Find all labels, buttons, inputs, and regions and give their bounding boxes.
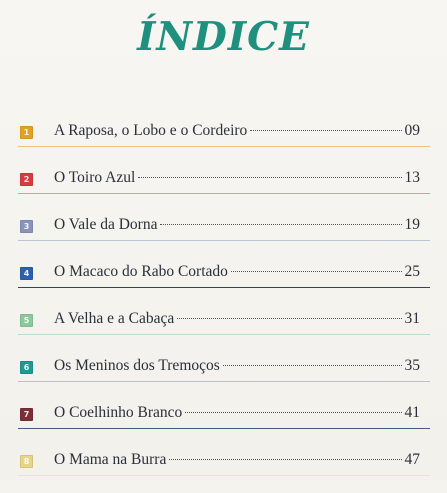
toc-item-3 — [18, 211, 430, 258]
page-number: 35 — [404, 357, 420, 374]
toc-entry — [54, 120, 420, 142]
toc-entry — [54, 355, 420, 377]
toc-entry — [54, 402, 420, 424]
dot-leader — [169, 459, 401, 460]
chapter-number: 6 — [23, 363, 30, 372]
toc-item-7 — [18, 399, 430, 446]
dot-leader — [231, 271, 402, 272]
chapter-number: 4 — [23, 269, 30, 278]
toc-item-6-underline — [18, 381, 430, 382]
toc-item-4-underline — [18, 287, 430, 288]
chapter-number: 5 — [23, 316, 30, 325]
chapter-title: O Coelhinho Branco — [54, 404, 183, 421]
chapter-number-badge — [20, 408, 33, 421]
toc-entry — [54, 449, 420, 471]
page-number: 31 — [404, 310, 420, 327]
toc-item-8-underline — [18, 475, 430, 476]
chapter-number: 2 — [23, 175, 30, 184]
page-number: 47 — [404, 451, 420, 468]
toc-item-4 — [18, 258, 430, 305]
page-title: ÍNDICE — [137, 14, 310, 60]
toc-entry — [54, 261, 420, 283]
dot-leader — [177, 318, 401, 319]
chapter-title: O Vale da Dorna — [54, 216, 158, 233]
toc-entry — [54, 167, 420, 189]
toc-item-2-underline — [18, 193, 430, 194]
toc-item-1-underline — [18, 146, 430, 147]
toc-entry — [54, 214, 420, 236]
page-number: 25 — [404, 263, 420, 280]
table-of-contents — [18, 117, 430, 493]
chapter-number-badge — [20, 314, 33, 327]
toc-item-3-underline — [18, 240, 430, 241]
chapter-number-badge — [20, 361, 33, 374]
dot-leader — [185, 412, 401, 413]
toc-item-1 — [18, 117, 430, 164]
chapter-title: O Mama na Burra — [54, 451, 167, 468]
dot-leader — [160, 224, 401, 225]
chapter-title: O Macaco do Rabo Cortado — [54, 263, 228, 280]
toc-item-8 — [18, 446, 430, 493]
chapter-title: Os Meninos dos Tremoços — [54, 357, 220, 374]
page-number: 09 — [404, 122, 420, 139]
toc-entry — [54, 308, 420, 330]
page-number: 19 — [404, 216, 420, 233]
chapter-number: 1 — [23, 128, 30, 137]
dot-leader — [138, 177, 401, 178]
chapter-number-badge — [20, 220, 33, 233]
chapter-number-badge — [20, 455, 33, 468]
chapter-number-badge — [20, 173, 33, 186]
toc-item-5 — [18, 305, 430, 352]
toc-item-5-underline — [18, 334, 430, 335]
toc-item-6 — [18, 352, 430, 399]
chapter-number-badge — [20, 126, 33, 139]
dot-leader — [250, 130, 401, 131]
toc-item-7-underline — [18, 428, 430, 429]
chapter-title: A Velha e a Cabaça — [54, 310, 175, 327]
chapter-number: 8 — [23, 457, 30, 466]
page-number: 41 — [404, 404, 420, 421]
toc-item-2 — [18, 164, 430, 211]
page-number: 13 — [404, 169, 420, 186]
chapter-number: 3 — [23, 222, 30, 231]
chapter-number-badge — [20, 267, 33, 280]
chapter-number: 7 — [23, 410, 30, 419]
chapter-title: A Raposa, o Lobo e o Cordeiro — [54, 122, 248, 139]
chapter-title: O Toiro Azul — [54, 169, 136, 186]
dot-leader — [223, 365, 402, 366]
